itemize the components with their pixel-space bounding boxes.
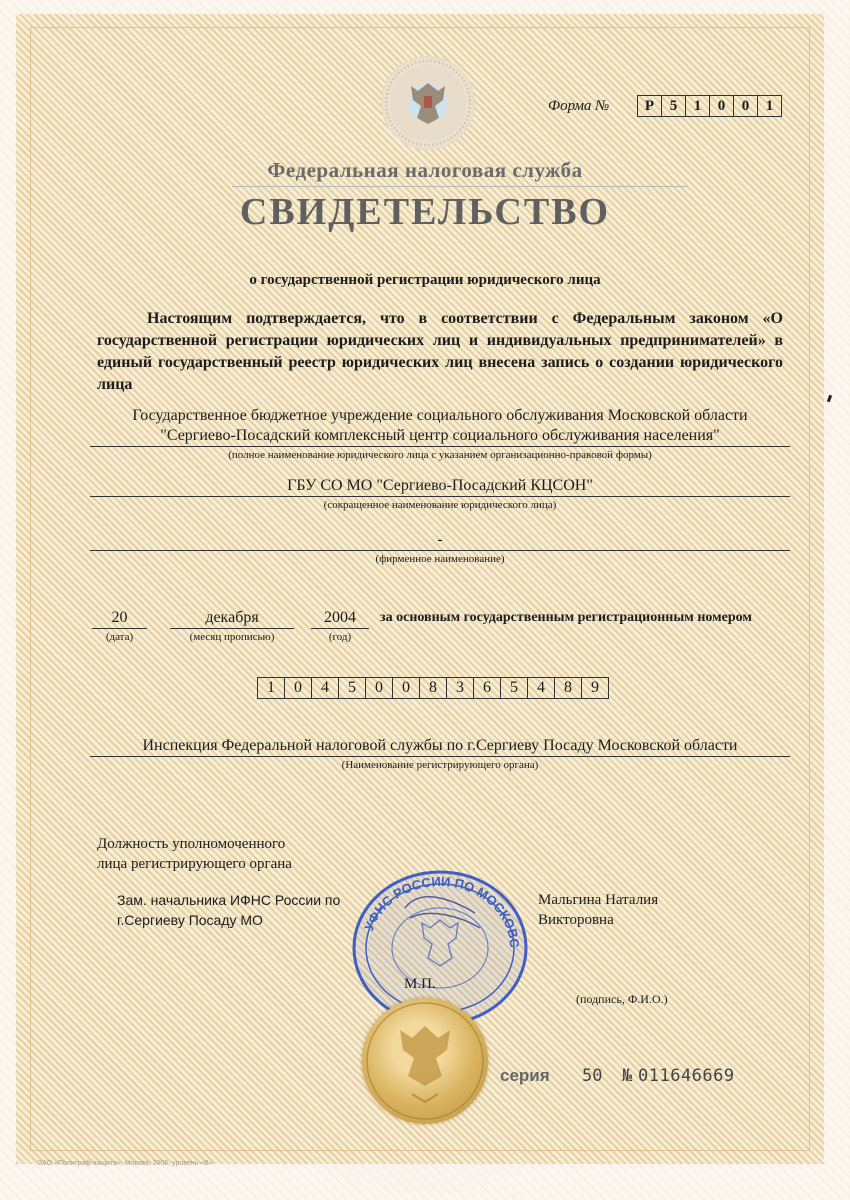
full-name-field <box>90 406 790 462</box>
gold-seal-icon <box>362 998 488 1124</box>
date-day: 20 <box>111 609 128 626</box>
signature-caption: (подпись, Ф.И.О.) <box>576 992 668 1006</box>
full-name-line2: "Сергиево-Посадский комплексный центр социального обслуживания населения" <box>160 427 720 444</box>
ogrn-digit: 0 <box>392 678 419 698</box>
form-code-cell: 1 <box>757 96 781 116</box>
agency-name: Федеральная налоговая служба <box>267 158 583 182</box>
authority-rule <box>90 756 790 757</box>
ogrn-digit: 3 <box>446 678 473 698</box>
ogrn-digit: 1 <box>267 679 275 696</box>
brand-name-caption: (фирменное наименование) <box>375 553 505 565</box>
full-name-rule <box>90 446 790 447</box>
date-year: 2004 <box>324 609 356 626</box>
number-sign: № <box>622 1066 633 1086</box>
date-day-caption: (дата) <box>105 631 134 643</box>
official-name-line2: Викторовна <box>538 912 614 928</box>
ogrn-digit: 4 <box>527 678 554 698</box>
ogrn-digit: 5 <box>500 678 527 698</box>
official-name <box>538 890 658 930</box>
authority-value: Инспекция Федеральной налоговой службы по г.Сергиеву Посаду Московской области <box>142 737 738 754</box>
official-heading-line1: Должность уполномоченного <box>97 836 286 852</box>
full-name-caption: (полное наименование юридического лица с указанием организационно-правовой формы) <box>228 449 652 461</box>
registration-number-label: за основным государственным регистрационным номером <box>380 610 752 625</box>
date-day-rule <box>92 628 147 629</box>
ogrn-cells <box>257 677 609 699</box>
ogrn-digit: 9 <box>581 678 608 698</box>
form-code-cell: 0 <box>733 96 757 116</box>
document-title: СВИДЕТЕЛЬСТВО <box>239 191 611 233</box>
form-code-cell: 5 <box>661 96 685 116</box>
authority-caption: (Наименование регистрирующего органа) <box>341 759 539 771</box>
date-year-caption: (год) <box>328 631 352 643</box>
short-name-value: ГБУ СО МО "Сергиево-Посадский КЦСОН" <box>287 477 593 494</box>
intro-paragraph: Настоящим подтверждается, что в соответствии с Федеральным законом «О государственной регистрации юридических лиц и индивидуальных предпринимателей» в единый государственный реестр юридических лиц внесена запись о создании юридического лица <box>97 310 783 393</box>
date-month-caption: (месяц прописью) <box>189 631 275 643</box>
authority-field <box>90 736 790 772</box>
date-year-field <box>311 608 369 644</box>
short-name-caption: (сокращенное наименование юридического лица) <box>323 499 557 511</box>
form-code-cell: 1 <box>685 96 709 116</box>
form-code <box>637 95 782 117</box>
ogrn-digit: 0 <box>284 678 311 698</box>
official-position-line2: г.Сергиеву Посаду МО <box>117 912 263 928</box>
document-subtitle: о государственной регистрации юридического лица <box>249 272 601 288</box>
form-label: Форма № <box>548 98 610 114</box>
hologram-emblem-icon <box>383 58 473 148</box>
official-name-line1: Мальгина Наталия <box>538 892 659 908</box>
ogrn-digit: 8 <box>554 678 581 698</box>
short-name-rule <box>90 496 790 497</box>
certificate-number: 011646669 <box>638 1066 735 1086</box>
date-year-rule <box>311 628 369 629</box>
brand-name-value: - <box>437 531 443 548</box>
form-code-cell: Р <box>644 98 655 114</box>
date-month: декабря <box>205 609 259 626</box>
series-number: 50 <box>582 1066 603 1086</box>
seal-place-label: М.П. <box>404 976 436 992</box>
full-name-line1: Государственное бюджетное учреждение социального обслуживания Московской области <box>132 407 748 424</box>
agency-underline <box>232 186 688 187</box>
series-label: серия <box>500 1066 550 1085</box>
date-day-field <box>92 608 147 644</box>
stamp-text: УФНС РОССИИ ПО МОСКОВС <box>361 873 523 949</box>
date-month-field <box>170 608 294 644</box>
ogrn-digit: 4 <box>311 678 338 698</box>
official-heading <box>97 834 292 874</box>
ogrn-digit: 0 <box>365 678 392 698</box>
ogrn-digit: 8 <box>419 678 446 698</box>
official-position <box>117 890 340 930</box>
brand-name-rule <box>90 550 790 551</box>
printer-imprint: ЗАО «Полиграф-защита», Москва, 2006, уровень «В» <box>38 1160 213 1167</box>
ogrn-digit: 5 <box>338 678 365 698</box>
ogrn-digit: 6 <box>473 678 500 698</box>
form-code-cell: 0 <box>709 96 733 116</box>
date-month-rule <box>170 628 294 629</box>
short-name-field <box>90 476 790 512</box>
official-heading-line2: лица регистрирующего органа <box>97 856 292 872</box>
official-position-line1: Зам. начальника ИФНС России по <box>117 892 341 908</box>
brand-name-field <box>90 530 790 566</box>
